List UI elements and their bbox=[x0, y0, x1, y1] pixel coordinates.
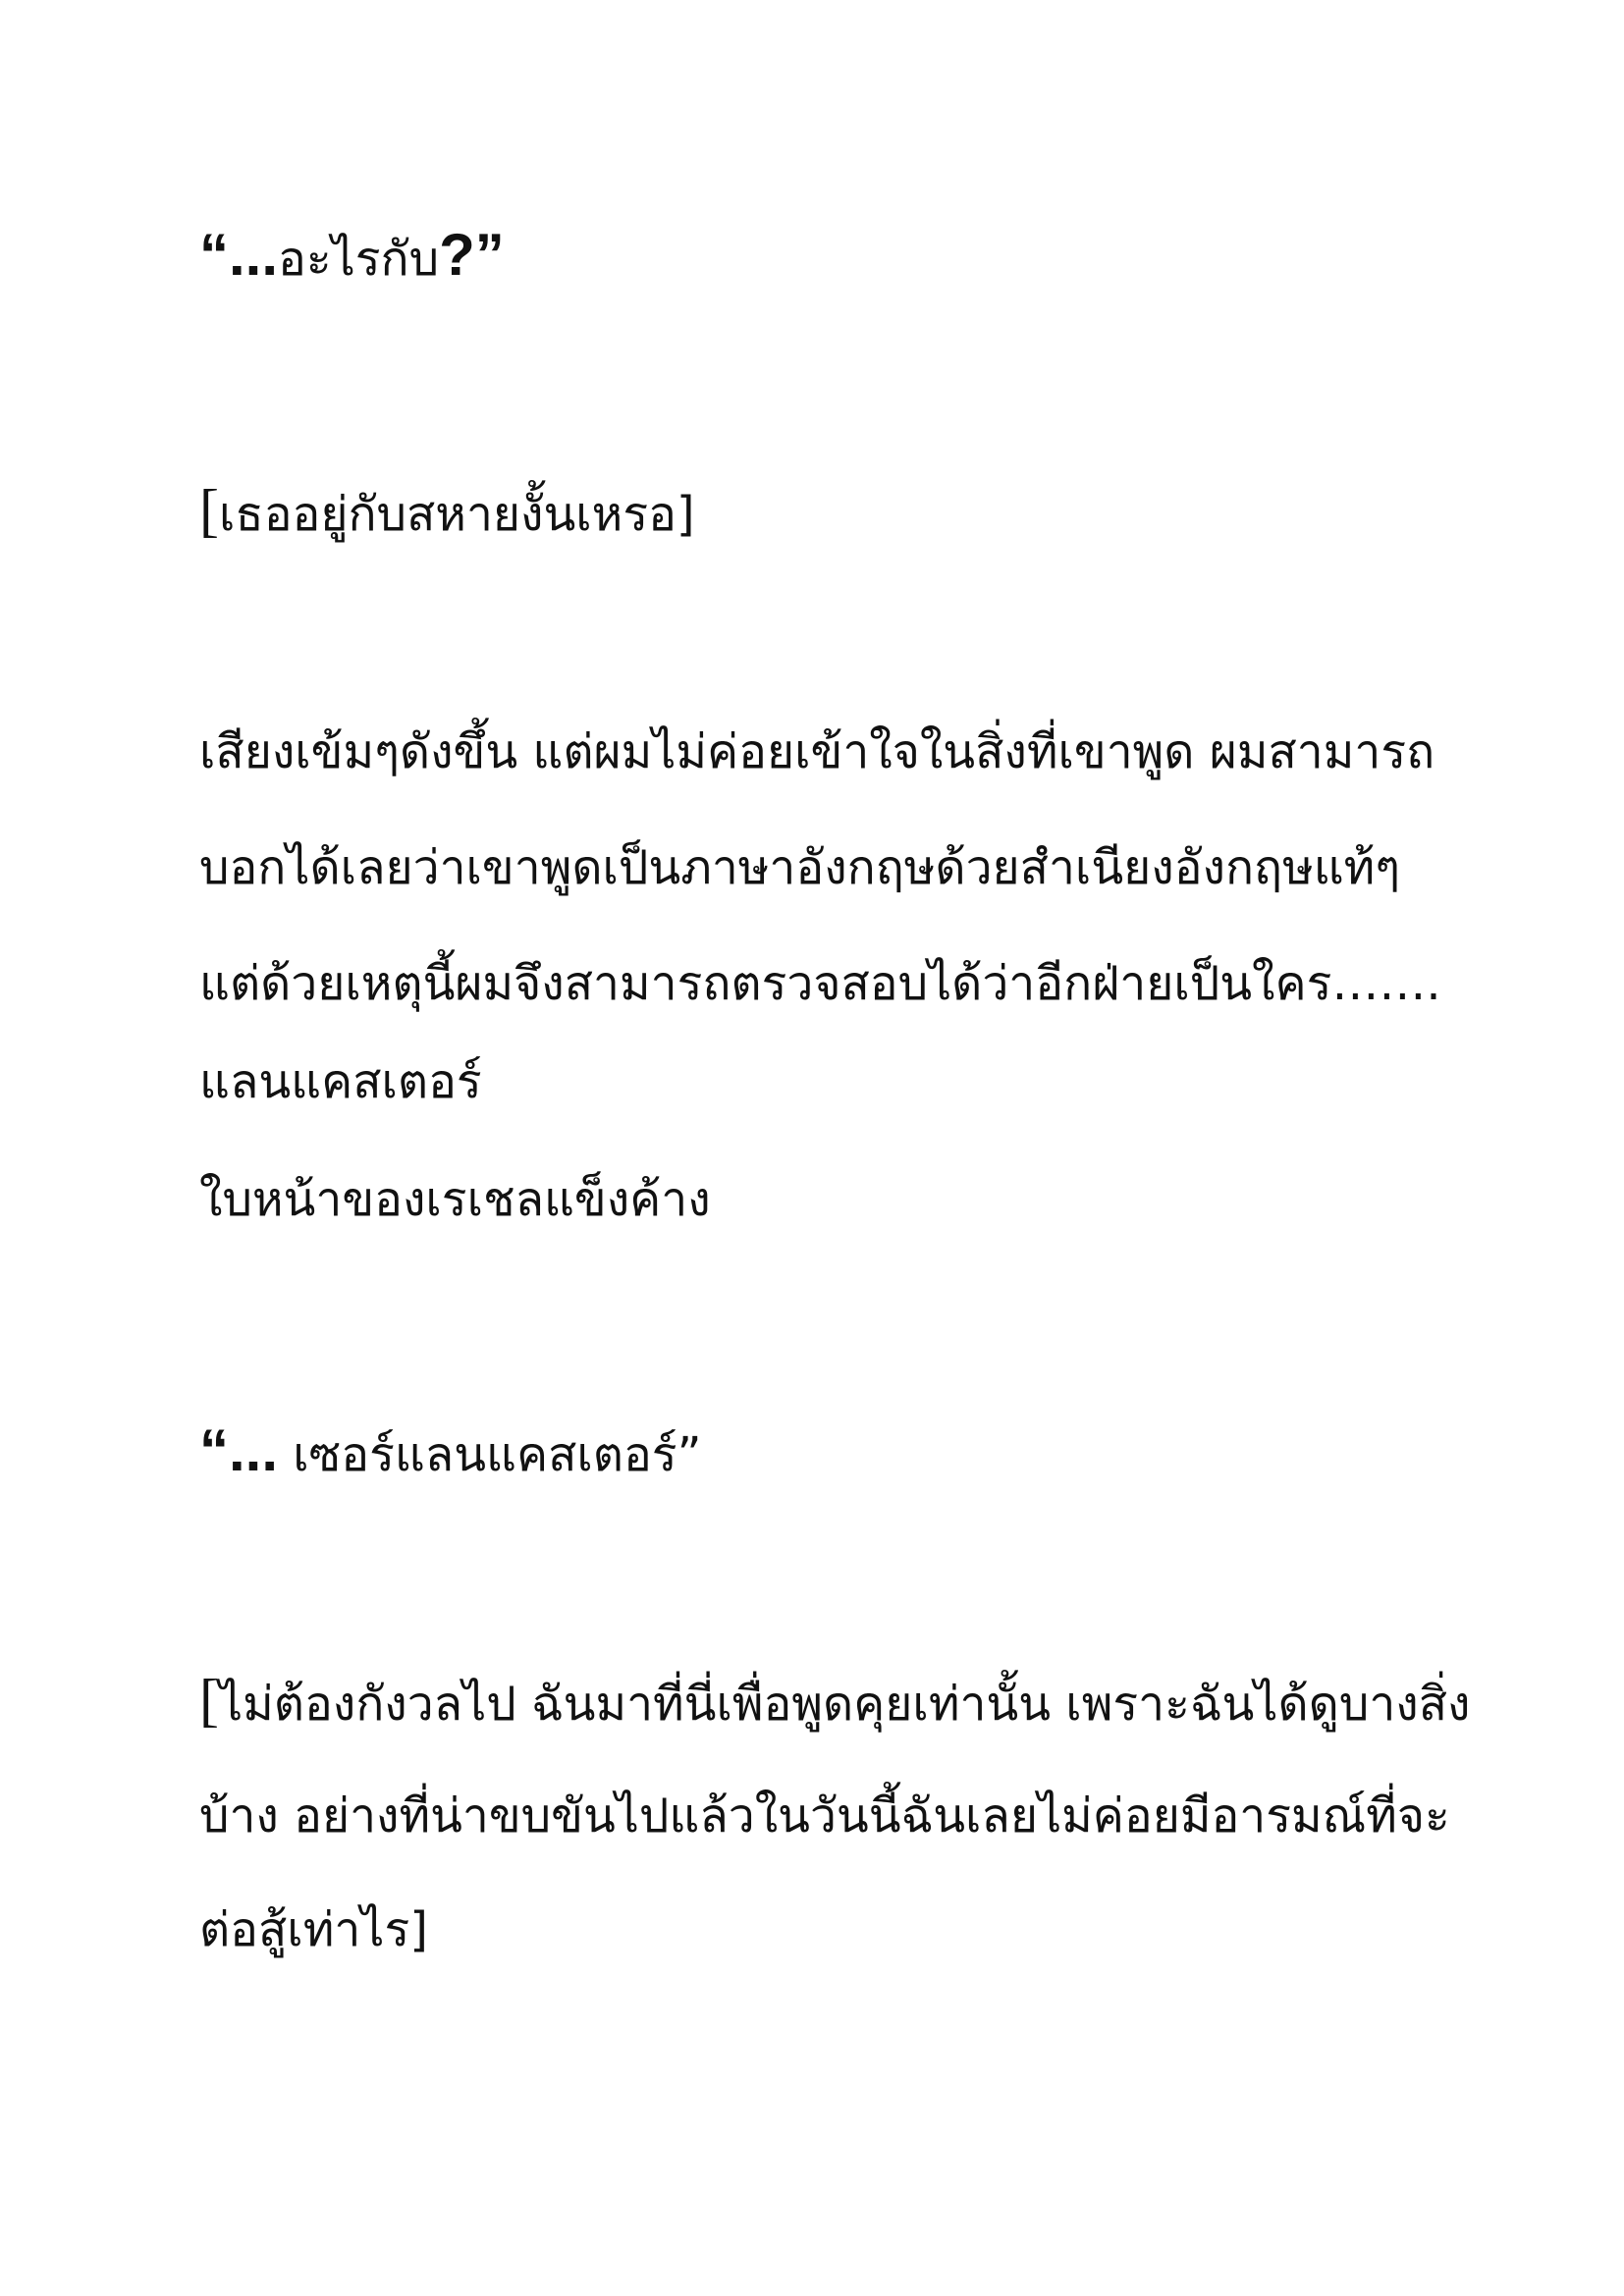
dialogue-text: เซอร์แลนแคสเตอร์” bbox=[278, 1427, 702, 1482]
paragraph-line: บอกได้เลยว่าเขาพูดเป็นภาษาอังกฤษด้วยสำเนียงอังกฤษแท้ๆ bbox=[199, 840, 1401, 895]
paragraph-line: แลนแคสเตอร์ bbox=[199, 1054, 482, 1109]
bracket-line-reassure bbox=[199, 1669, 1470, 1735]
dialogue-line-sir bbox=[199, 1419, 701, 1486]
bracket-line-friend bbox=[199, 479, 695, 546]
bracket-text: เธออยู่กับสหายงั้นเหรอ] bbox=[218, 487, 695, 542]
bracket-open: [ bbox=[199, 478, 219, 543]
paragraph-line: แต่ด้วยเหตุนี้ผมจึงสามารถตรวจสอบได้ว่าอีกฝ่ายเป็นใคร……. bbox=[199, 956, 1441, 1011]
dialogue-text: อะไรกับ bbox=[278, 232, 440, 287]
paragraph-line: บ้าง อย่างที่น่าขบขันไปแล้วในวันนี้ฉันเลยไม่ค่อยมีอารมณ์ที่จะ bbox=[199, 1789, 1450, 1843]
question-quote-close: ?” bbox=[439, 222, 505, 288]
ellipsis-quote-open: “... bbox=[199, 1417, 279, 1483]
bracket-open: [ bbox=[199, 1668, 219, 1733]
paragraph-line: ใบหน้าของเรเชลแข็งค้าง bbox=[199, 1172, 711, 1227]
bracket-text: ไม่ต้องกังวลไป ฉันมาที่นี่เพื่อพูดคุยเท่านั้น เพราะฉันได้ดูบางสิ่ง bbox=[218, 1677, 1471, 1732]
paragraph-line: เสียงเข้มๆดังขึ้น แต่ผมไม่ค่อยเข้าใจในสิ่งที่เขาพูด ผมสามารถ bbox=[199, 724, 1435, 779]
paragraph-line: ต่อสู้เท่าไร] bbox=[199, 1902, 428, 1957]
ellipsis-quote-open: “... bbox=[199, 222, 279, 288]
dialogue-line-what bbox=[199, 224, 505, 291]
